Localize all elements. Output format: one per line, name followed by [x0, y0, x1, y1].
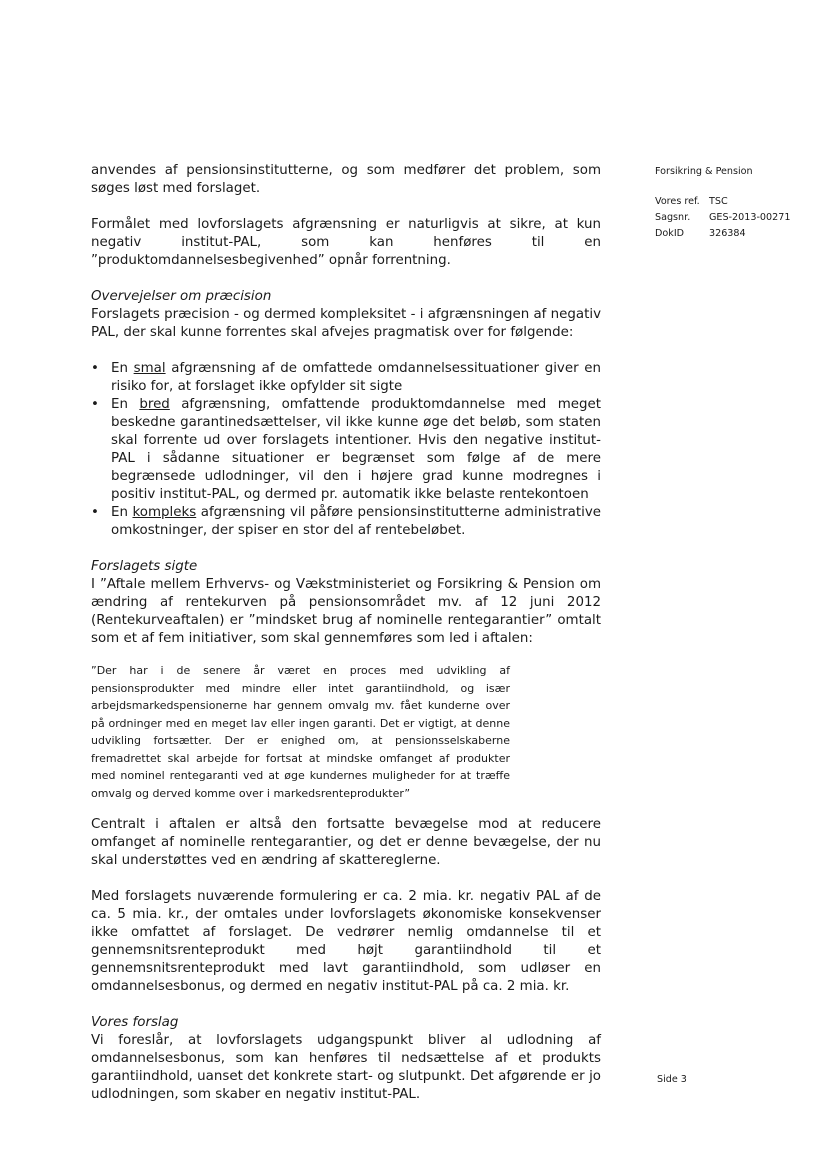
heading-proposal: Vores forslag [91, 1015, 179, 1030]
sidebar-meta [655, 164, 805, 242]
consideration-list [91, 360, 601, 540]
meta-value: TSC [709, 196, 728, 207]
meta-key: DokID [655, 228, 685, 239]
meta-key: Vores ref. [655, 196, 700, 207]
list-item: • En kompleks afgrænsning vil påføre pensionsinstitutterne administrative omkostninger, der spiser en stor del af rentebeløbet. [91, 505, 601, 538]
meta-row-case [655, 210, 805, 226]
paragraph-agreement: I ”Aftale mellem Erhvervs- og Vækstministeriet og Forsikring & Pension om ændring af rentekurven på pensionsområdet mv. af 12 juni 2012 (Rentekurveaftalen) er ”mindsket brug af nominelle rentegarantier” omtalt som et af fem initiativer, som skal gennemføres som led i aftalen: [91, 577, 601, 646]
paragraph-precision: Forslagets præcision - og dermed kompleksitet - i afgrænsningen af negativ PAL, der skal kunne forrentes skal afvejes pragmatisk over for følgende: [91, 307, 601, 340]
heading-precision: Overvejelser om præcision [91, 289, 272, 304]
paragraph-current-wording: Med forslagets nuværende formulering er ca. 2 mia. kr. negativ PAL af de ca. 5 mia. kr., der omtales under lovforslagets økonomiske konsekvenser ikke omfattet af forslaget. De vedrører nemlig omdannelse til et gennemsnitsrenteprodukt med højt garantiindhold til et gennemsnitsrenteprodukt med lavt garantiindhold, som udløser en omdannelsesbonus, og dermed en negativ institut-PAL på ca. 2 mia. kr. [91, 889, 601, 994]
list-item: • En bred afgrænsning, omfattende produktomdannelse med meget beskedne garantinedsættelser, vil ikke kunne øge det beløb, som staten skal forrente ud over forslagets intentioner. Hvis den negative institut-PAL i sådanne situationer er begrænset som følge af de mere begrænsede udlodninger, vil den i højere grad kunne modregnes i positiv institut-PAL, og dermed pr. automatik ikke belaste rentekontoen [91, 397, 601, 502]
letter-body [91, 162, 601, 1104]
bullet-icon: • [91, 505, 99, 520]
paragraph-intro: anvendes af pensionsinstitutterne, og som medfører det problem, som søges løst med forslaget. [91, 163, 601, 196]
meta-row-docid [655, 226, 805, 242]
bullet-icon: • [91, 361, 99, 376]
heading-aim: Forslagets sigte [91, 559, 198, 574]
paragraph-purpose: Formålet med lovforslagets afgrænsning er naturligvis at sikre, at kun negativ institut-PAL, som kan henføres til en ”produktomdannelsesbegivenhed” opnår forrentning. [91, 217, 601, 268]
page-number: Side 3 [657, 1074, 687, 1085]
paragraph-central: Centralt i aftalen er altså den fortsatte bevægelse mod at reducere omfanget af nominelle rentegarantier, og det er denne bevægelse, der nu skal understøttes ved en ændring af skattereglerne. [91, 817, 601, 868]
organization-name: Forsikring & Pension [655, 166, 753, 177]
meta-key: Sagsnr. [655, 212, 691, 223]
paragraph-proposal: Vi foreslår, at lovforslagets udgangspunkt bliver al udlodning af omdannelsesbonus, som kan henføres til nedsættelse af et produkts garantiindhold, uanset det konkrete start- og slutpunkt. Det afgørende er jo udlodningen, som skaber en negativ institut-PAL. [91, 1033, 601, 1102]
meta-value: GES-2013-00271 [709, 212, 791, 223]
meta-value: 326384 [709, 228, 746, 239]
agreement-quote: ”Der har i de senere år været en proces med udvikling af pensionsprodukter med mindre eller intet garantiindhold, og især arbejdsmarkedspensionerne har gennem omvalg mv. fået kunderne over på ordninger med en meget lav eller ingen garanti. Det er vigtigt, at denne udvikling fortsætter. Der er enighed om, at pensionsselskaberne fremadrettet skal arbejde for fortsat at mindske omfanget af produkter med nominel rentegaranti ved at øge kundernes muligheder for at træffe omvalg og derved komme over i markedsrenteprodukter” [91, 664, 510, 800]
meta-row-ref [655, 194, 805, 210]
bullet-icon: • [91, 397, 99, 412]
list-item: • En smal afgrænsning af de omfattede omdannelsessituationer giver en risiko for, at forslaget ikke opfylder sit sigte [91, 361, 601, 394]
